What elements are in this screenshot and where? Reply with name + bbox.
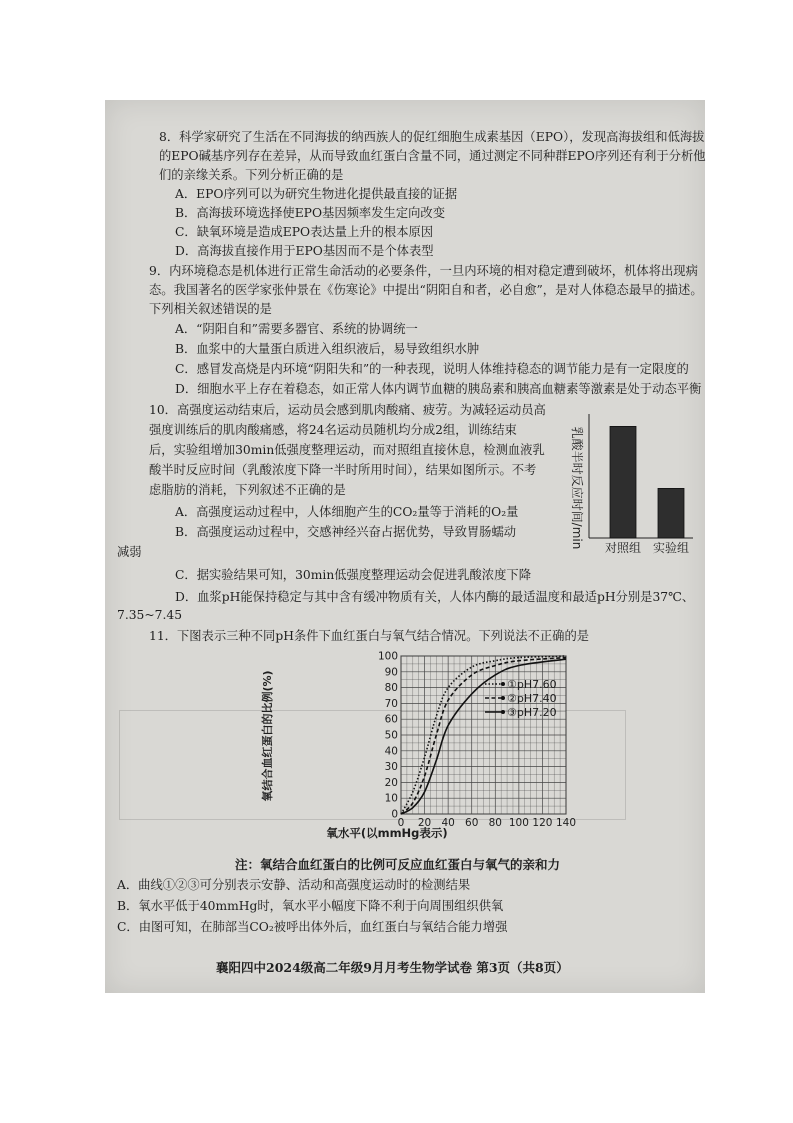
bar-category-label-1: 实验组 <box>652 541 690 555</box>
q9-stem-line-3: 下列相关叙述错误的是 <box>149 302 272 316</box>
y-tick-80: 80 <box>384 682 398 695</box>
q8-option-a: A．EPO序列可以为研究生物进化提供最直接的证据 <box>175 187 458 201</box>
page-footer: 襄阳四中2024级高二年级9月月考生物学试卷 第3页（共8页） <box>216 960 569 975</box>
q10-option-b-line-2: 减弱 <box>117 545 142 559</box>
q11-note: 注：氧结合血红蛋白的比例可反应血红蛋白与氧气的亲和力 <box>235 857 561 872</box>
q10-stem-line-2: 强度训练后的肌肉酸痛感，将24名运动员随机均分成2组，训练结束 <box>149 423 517 437</box>
q9-option-b: B．血浆中的大量蛋白质进入组织液后，易导致组织水肿 <box>175 342 480 356</box>
y-tick-20: 20 <box>384 776 398 789</box>
q8-option-d: D．高海拔直接作用于EPO基因而不是个体表型 <box>175 244 434 258</box>
q10-stem-line-1: 10．高强度运动结束后，运动员会感到肌肉酸痛、疲劳。为减轻运动员高 <box>149 403 546 417</box>
y-tick-70: 70 <box>384 697 398 710</box>
q10-option-a: A．高强度运动过程中，人体细胞产生的CO₂量等于消耗的O₂量 <box>175 505 519 519</box>
bar-chart-ylabel: 乳酸半时反应时间/min <box>570 426 584 550</box>
q8-stem-line-1: 8．科学家研究了生活在不同海拔的纳西族人的促红细胞生成素基因（EPO），发现高海拔组和低海拔 <box>159 130 705 144</box>
legend-label-2: ②pH7.40 <box>507 692 557 705</box>
y-tick-90: 90 <box>384 666 398 679</box>
q8-option-c: C．缺氧环境是造成EPO表达量上升的根本原因 <box>175 225 434 239</box>
q9-option-c: C．感冒发高烧是内环境“阴阳失和”的一种表现，说明人体维持稳态的调节能力是有一定限度的 <box>175 362 689 376</box>
q11-stem: 11．下图表示三种不同pH条件下血红蛋白与氧气结合情况。下列说法不正确的是 <box>149 629 590 643</box>
line-chart-xlabel: 氧水平(以mmHg表示) <box>326 826 448 840</box>
x-tick-60: 60 <box>465 817 479 829</box>
y-tick-50: 50 <box>384 729 398 742</box>
x-tick-80: 80 <box>488 817 502 829</box>
y-tick-100: 100 <box>377 650 398 663</box>
q9-stem-line-2: 态。我国著名的医学家张仲景在《伤寒论》中提出“阴阳自和者，必自愈”，是对人体稳态最早的描述。 <box>149 283 703 297</box>
lactate-bar-chart <box>553 400 703 560</box>
q9-stem-line-1: 9．内环境稳态是机体进行正常生命活动的必要条件，一旦内环境的相对稳定遭到破坏，机体将出现病 <box>149 264 698 278</box>
y-tick-10: 10 <box>384 792 398 805</box>
q10-option-b-line-1: B．高强度运动过程中，交感神经兴奋占据优势，导致胃肠蠕动 <box>175 525 517 539</box>
bar-category-label-0: 对照组 <box>604 541 642 555</box>
q9-option-a: A．“阴阳自和”需要多器官、系统的协调统一 <box>175 322 418 336</box>
background-table <box>119 710 626 820</box>
q8-stem-line-3: 们的亲缘关系。下列分析正确的是 <box>159 168 344 182</box>
q10-option-d-line-2: 7.35~7.45 <box>117 608 183 622</box>
q10-option-d-line-1: D．血浆pH能保持稳定与其中含有缓冲物质有关，人体内酶的最适温度和最适pH分别是37℃、 <box>175 590 695 604</box>
bar-0 <box>610 426 636 538</box>
q8-option-b: B．高海拔环境选择使EPO基因频率发生定向改变 <box>175 206 446 220</box>
x-tick-140: 140 <box>555 817 577 829</box>
legend-label-1: ①pH7.60 <box>507 678 557 691</box>
legend-label-3: ③pH7.20 <box>507 706 557 719</box>
q9-option-d: D．细胞水平上存在着稳态，如正常人体内调节血糖的胰岛素和胰高血糖素等激素是处于动态平衡 <box>175 382 702 396</box>
y-tick-40: 40 <box>384 745 398 758</box>
q8-stem-line-2: 的EPO碱基序列存在差异，从而导致血红蛋白含量不同，通过测定不同种群EPO序列还有利于分析他 <box>159 149 706 163</box>
x-tick-40: 40 <box>441 817 455 829</box>
q11-option-a: A．曲线①②③可分别表示安静、活动和高强度运动时的检测结果 <box>117 878 471 892</box>
q10-stem-line-3: 后，实验组增加30min低强度整理运动，而对照组直接休息，检测血液乳 <box>149 443 545 457</box>
q11-option-c: C．由图可知，在肺部当CO₂被呼出体外后，血红蛋白与氧结合能力增强 <box>117 920 508 934</box>
legend-marker-2 <box>501 696 505 700</box>
legend-marker-1 <box>501 682 505 686</box>
bar-1 <box>658 488 684 538</box>
y-tick-60: 60 <box>384 713 398 726</box>
line-chart-ylabel: 氧结合血红蛋白的比例(%) <box>261 670 274 802</box>
q11-option-b: B．氧水平低于40mmHg时，氧水平小幅度下降不利于向周围组织供氧 <box>117 899 504 913</box>
y-tick-30: 30 <box>384 761 398 774</box>
q10-stem-line-5: 虑脂肪的消耗，下列叙述不正确的是 <box>149 483 346 497</box>
x-tick-0: 0 <box>397 817 405 829</box>
q10-option-c: C．据实验结果可知，30min低强度整理运动会促进乳酸浓度下降 <box>175 568 531 582</box>
x-tick-120: 120 <box>532 817 553 829</box>
q10-stem-line-4: 酸半时反应时间（乳酸浓度下降一半时所用时间），结果如图所示。不考 <box>149 463 537 477</box>
x-tick-100: 100 <box>508 817 529 829</box>
exam-page <box>105 100 705 993</box>
y-tick-0: 0 <box>391 808 398 821</box>
x-tick-20: 20 <box>417 817 432 829</box>
